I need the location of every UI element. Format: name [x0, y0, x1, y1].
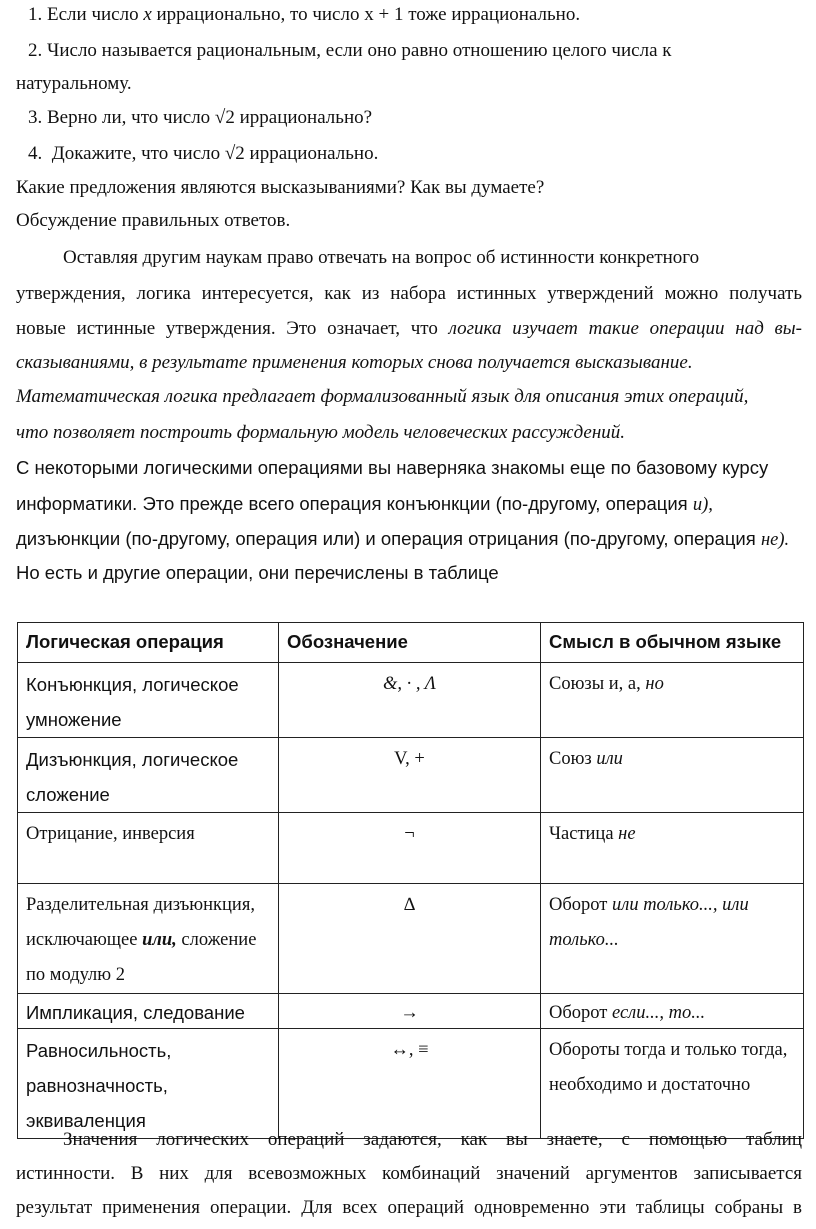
operation-cell: Равносильность, равнозначность, эквиваленция — [18, 1029, 279, 1139]
paragraph-1-line-6: что позволяет построить формальную модель человеческих рассуждений. — [16, 422, 626, 443]
operation-cell: Конъюнкция, логическое умножение — [18, 663, 279, 738]
paragraph-3-line-1: Значения логических операций задаются, как вы знаете, с помощью таблиц — [63, 1129, 802, 1150]
notation-cell: → — [279, 994, 541, 1029]
notation-cell: V, + — [279, 738, 541, 813]
table-row — [18, 1029, 804, 1139]
meaning-cell: Частица не — [541, 813, 804, 884]
notation-cell: ↔, ≡ — [279, 1029, 541, 1139]
meaning-cell: Обороты тогда и только тогда, необходимо и достаточно — [541, 1029, 804, 1139]
list-item-3: 3. Верно ли, что число √2 иррационально? — [28, 107, 373, 128]
paragraph-2-line-3: дизъюнкции (по-другому, операция или) и операция отрицания (по-другому, операция не). — [16, 528, 790, 550]
paragraph-1-line-5: Математическая логика предлагает формализованный язык для описания этих операций, — [16, 386, 749, 407]
list-item-2: 2. Число называется рациональным, если оно равно отношению целого числа к — [28, 40, 672, 61]
notation-cell: &, · , Λ — [279, 663, 541, 738]
notation-cell: ¬ — [279, 813, 541, 884]
list-item-4: 4. Докажите, что число √2 иррационально. — [28, 143, 379, 164]
paragraph-1-line-2: утверждения, логика интересуется, как из набора истинных утверждений можно получать — [16, 283, 802, 304]
paragraph-3-line-2: истинности. В них для всевозможных комбинаций значений аргументов записывается — [16, 1163, 802, 1184]
paragraph-1-line-1: Оставляя другим наукам право отвечать на вопрос об истинности конкретного — [63, 247, 700, 268]
list-item-2-continuation: натуральному. — [16, 73, 132, 94]
header-notation: Обозначение — [279, 623, 541, 663]
meaning-cell: Оборот если..., то... — [541, 994, 804, 1029]
header-operation: Логическая операция — [18, 623, 279, 663]
paragraph-2-line-4: Но есть и другие операции, они перечислены в таблице — [16, 562, 499, 583]
table-header-row — [18, 623, 804, 663]
meaning-cell: Союзы и, а, но — [541, 663, 804, 738]
paragraph-1-line-3: новые истинные утверждения. Это означает, что логика изучает такие операции над вы- — [16, 318, 802, 339]
paragraph-2-line-1: С некоторыми логическими операциями вы наверняка знакомы еще по базовому курсу — [16, 457, 769, 478]
notation-cell: ∆ — [279, 884, 541, 994]
operation-cell: Дизъюнкция, логическое сложение — [18, 738, 279, 813]
meaning-cell: Оборот или только..., или только... — [541, 884, 804, 994]
operation-cell: Импликация, следование — [18, 994, 279, 1029]
table-row — [18, 813, 804, 884]
table-row — [18, 738, 804, 813]
header-meaning: Смысл в обычном языке — [541, 623, 804, 663]
paragraph-1-line-4: сказываниями, в результате применения которых снова получается высказывание. — [16, 352, 693, 373]
paragraph-3-line-3: результат применения операции. Для всех операций одновременно эти таблицы собраны в — [16, 1197, 802, 1218]
list-item-1: 1. Если число x иррационально, то число x + 1 тоже иррационально. — [28, 4, 581, 25]
table-row — [18, 994, 804, 1029]
logical-operations-table — [17, 622, 804, 1139]
question-text: Какие предложения являются высказываниями? Как вы думаете? — [16, 177, 545, 198]
table-row — [18, 663, 804, 738]
operation-cell: Отрицание, инверсия — [18, 813, 279, 884]
meaning-cell: Союз или — [541, 738, 804, 813]
table-row — [18, 884, 804, 994]
paragraph-2-line-2: информатики. Это прежде всего операция конъюнкции (по-другому, операция и), — [16, 493, 713, 515]
operation-cell: Разделительная дизъюнкция, исключающее или, сложение по модулю 2 — [18, 884, 279, 994]
discussion-text: Обсуждение правильных ответов. — [16, 210, 291, 231]
